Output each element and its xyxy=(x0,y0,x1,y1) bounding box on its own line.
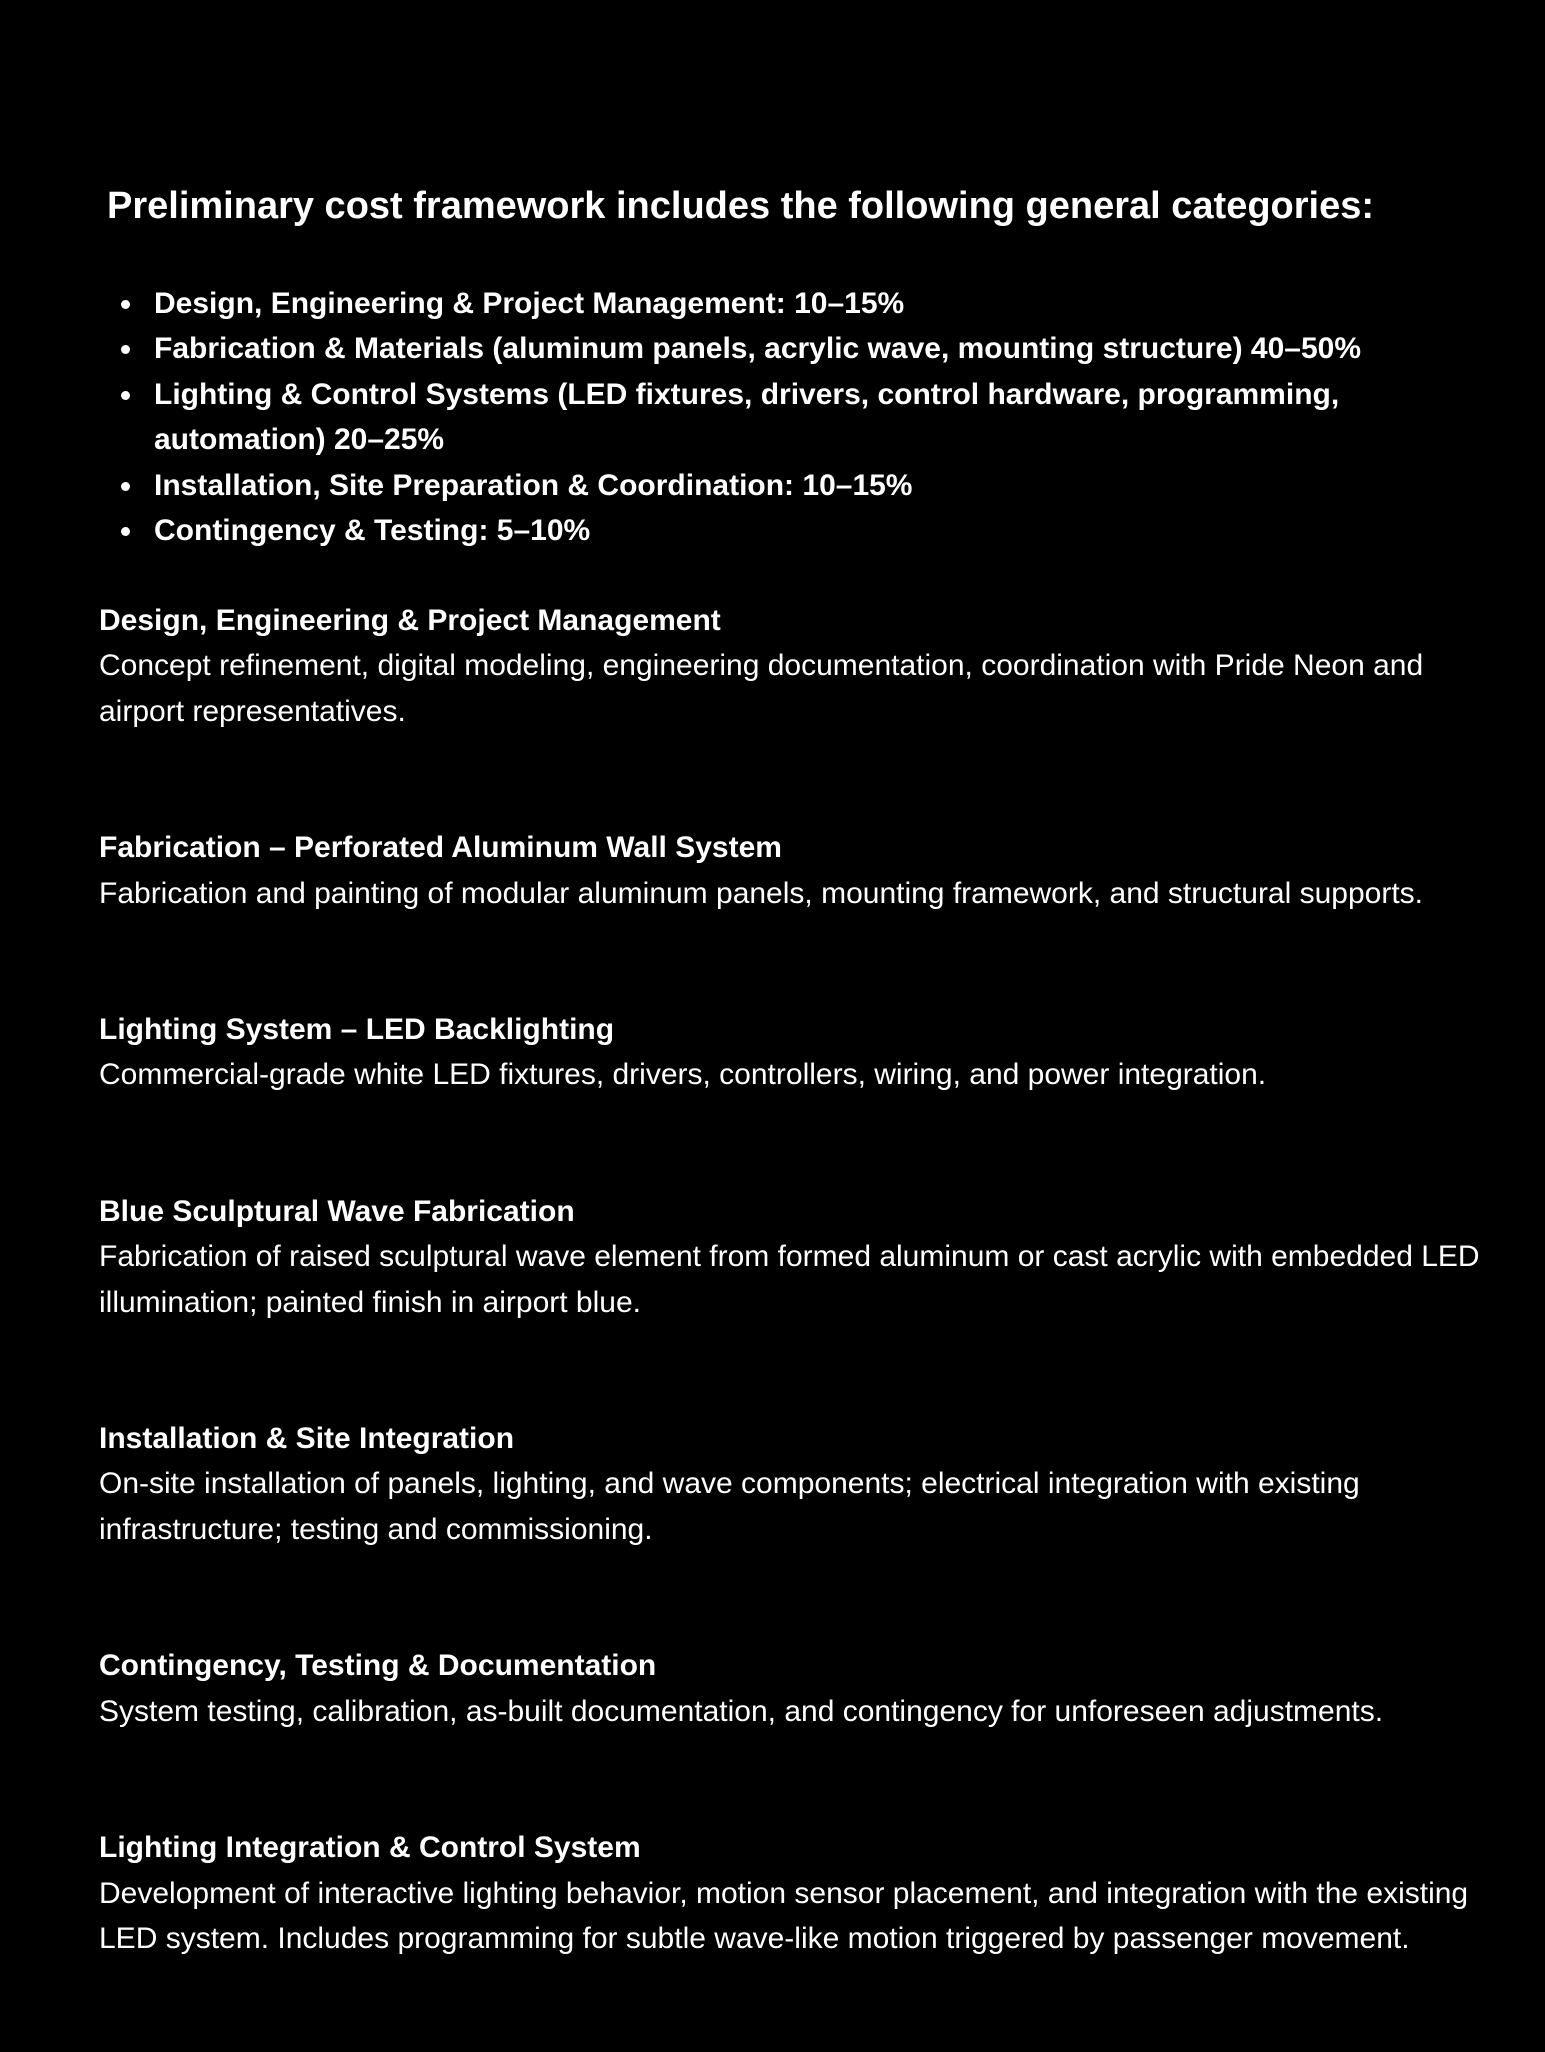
bullet-icon xyxy=(121,391,130,400)
cost-sections xyxy=(99,598,1489,2052)
section-title: Installation & Site Integration xyxy=(99,1422,515,1456)
section-blue-wave xyxy=(99,1189,1489,1325)
section-installation xyxy=(99,1416,1489,1552)
list-item xyxy=(98,508,1478,553)
bullet-icon xyxy=(121,527,130,536)
list-item xyxy=(98,281,1478,326)
bullet-icon xyxy=(121,300,130,309)
bullet-icon xyxy=(121,482,130,491)
section-body: Fabrication and painting of modular aluminum panels, mounting framework, and structural supports. xyxy=(99,876,1424,910)
section-body: Commercial-grade white LED fixtures, drivers, controllers, wiring, and power integration. xyxy=(99,1058,1267,1092)
section-led-backlighting xyxy=(99,1007,1489,1098)
section-aluminum-wall xyxy=(99,825,1489,916)
list-item-text: Lighting & Control Systems (LED fixtures, drivers, control hardware, programming, automation) 20–25% xyxy=(154,377,1340,457)
list-item xyxy=(98,372,1478,463)
list-item-text: Contingency & Testing: 5–10% xyxy=(154,514,591,548)
section-title: Fabrication – Perforated Aluminum Wall System xyxy=(99,831,782,865)
section-body: Fabrication of raised sculptural wave element from formed aluminum or cast acrylic with embedded LED illumination; painted finish in airport blue. xyxy=(99,1240,1480,1319)
section-lighting-control xyxy=(99,1825,1489,1961)
section-title: Design, Engineering & Project Management xyxy=(99,604,721,637)
section-design-engineering xyxy=(99,598,1489,734)
page-title: Preliminary cost framework includes the following general categories: xyxy=(107,185,1375,227)
list-item xyxy=(98,463,1478,508)
section-body: Concept refinement, digital modeling, engineering documentation, coordination with Pride Neon and airport representatives. xyxy=(99,649,1424,728)
section-body: System testing, calibration, as-built documentation, and contingency for unforeseen adjustments. xyxy=(99,1694,1384,1728)
cost-category-list xyxy=(98,281,1478,553)
section-title: Contingency, Testing & Documentation xyxy=(99,1649,657,1683)
bullet-icon xyxy=(121,345,130,354)
section-title: Lighting Integration & Control System xyxy=(99,1831,641,1865)
list-item xyxy=(98,326,1478,371)
section-body: On-site installation of panels, lighting, and wave components; electrical integration with existing infrastructure; testing and commissioning. xyxy=(99,1467,1360,1546)
section-title: Lighting System – LED Backlighting xyxy=(99,1013,615,1047)
section-title: Blue Sculptural Wave Fabrication xyxy=(99,1194,575,1228)
section-body: Development of interactive lighting behavior, motion sensor placement, and integration with the existing LED system. Includes programming for subtle wave-like motion triggered by passenger movement. xyxy=(99,1876,1469,1955)
list-item-text: Fabrication & Materials (aluminum panels, acrylic wave, mounting structure) 40–50% xyxy=(154,332,1362,366)
section-contingency xyxy=(99,1643,1489,1734)
list-item-text: Installation, Site Preparation & Coordination: 10–15% xyxy=(154,468,913,502)
list-item-text: Design, Engineering & Project Management: 10–15% xyxy=(154,287,905,320)
